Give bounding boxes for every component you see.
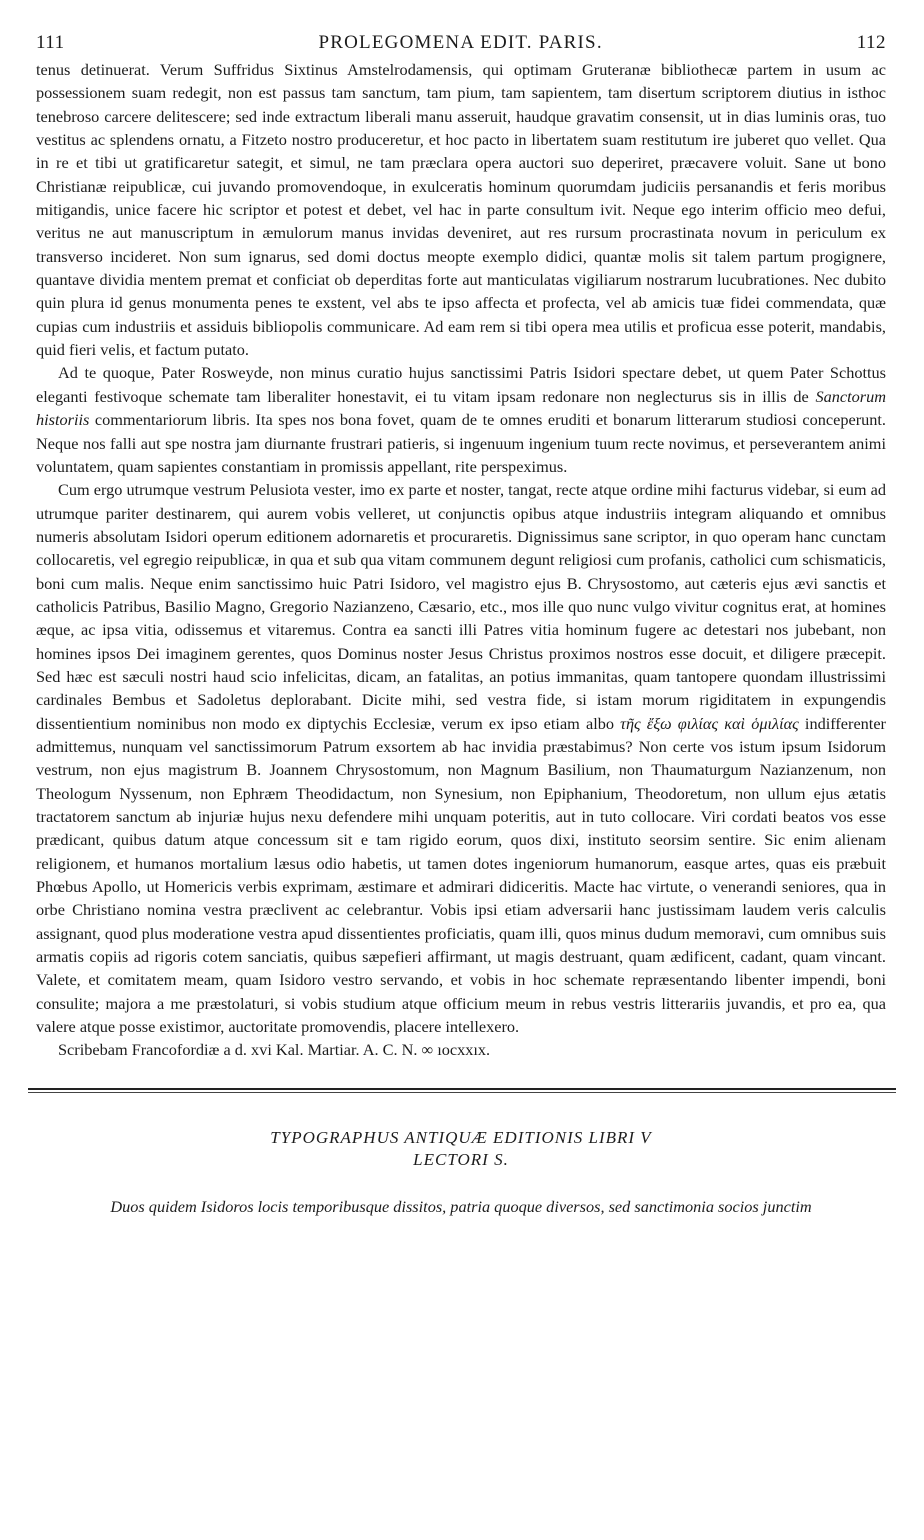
- running-title: PROLEGOMENA EDIT. PARIS.: [318, 32, 603, 53]
- main-text: [36, 58, 886, 1062]
- text-run: commentariorum libris. Ita spes nos bona fovet, quam de te omnes eruditi et bonarum litterarum studiosi conceperunt. Neque nos falli aut spe nostra jam diurnante frustrari patieris, si ingenuum ingenium tuum recte novimus, et perseverantem animi voluntatem, quam sapientes constantiam in promissis appellant, rite perspeximus.: [36, 410, 886, 476]
- section-first-line: Duos quidem Isidoros locis temporibusque dissitos, patria quoque diversos, sed sanctimonia socios junctim: [110, 1196, 812, 1216]
- divider-thin: [28, 1092, 896, 1093]
- section-heading: [36, 1127, 886, 1171]
- paragraph: [36, 478, 886, 1038]
- text-run: Ad te quoque, Pater Rosweyde, non minus curatio hujus sanctissimi Patris Isidori spectare debet, ut quem Pater Schottus eleganti festivoque schemate tam liberaliter honestavit, ei tu vitam ipsam redonare non neglecturus sis in illis de: [36, 363, 886, 406]
- signature-line: Scribebam Francofordiæ a d. xvi Kal. Martiar. A. C. N. ∞ ıocxxıx.: [58, 1040, 491, 1060]
- text-run: tenus detinuerat. Verum Suffridus Sixtinus Amstelrodamensis, qui optimam Gruteranæ bibliothecæ partem in usum ac possessionem suam redegit, non est passus tam sanctum, tam pium, tam sapientem, tam disertum scriptorem diutius in isthoc tenebroso carcere delitescere; sed inde extractum liberali manu asseruit, haudque gravatim consensit, ut in dias luminis oras, tuo vestitus ac splendens ornatu, a Fitzeto nostro produceretur, et hoc pacto in libertatem suam restitutum ire juberet quo vellet. Qua in re et tibi ut gratificaretur sategit, et simul, ne tam præclara opera auctori suo deperiret, præcavere voluit. Sane ut bono Christianæ reipublicæ, cui juvando promovendoque, in exulceratis hominum quorumdam judiciis persanandis et feris moribus mitigandis, unice facere hic scriptor et potest et debet, vel hac in parte consultum ivit. Neque ego interim officio meo defui, veritus ne aut manuscriptum in æmulorum manus invidas deveniret, aut res rursum procrastinata novum in periculum ex transverso incideret. Non sum ignarus, sed domi doctus meopte exemplo didici, quantæ molis sit talem partum progignere, quantave dividia mentem premat et conficiat ob deperditas forte aut manticulatas vigiliarum nostrarum lucubrationes. Nec dubito quin plura id genus monumenta penes te exstent, vel abs te ipso affecta et profecta, vel ab amicis tuæ fidei commendata, quæ cupias cum industriis et assiduis bibliopolis communicare. Ad eam rem si tibi opera mea utilis et proficua esse poterit, mandabis, quid fieri velis, et factum putato.: [36, 60, 886, 360]
- greek-phrase: τῆς ἔξω φιλίας καὶ ὁμιλίας: [620, 713, 799, 733]
- text-run: Cum ergo utrumque vestrum Pelusiota vester, imo ex parte et noster, tangat, recte atque ordine mihi facturus videbar, si eum ad utrumque pariter destinarem, qui aurem vobis velleret, ut conjunctis opibus atque industriis integram aliquando et omnibus numeris absolutam Isidori operum editionem adornaretis et procuraretis. Dignissimus sane scriptor, in quo operam hanc cunctam collocaretis, vel egregio reipublicæ, in qua et sub qua vitam communem degunt religiosi cum profanis, catholici cum schismaticis, boni cum malis. Neque enim sanctissimo huic Patri Isidoro, vel magistro ejus B. Chrysostomo, aut cæteris ejus ævi sanctis et catholicis Patribus, Basilio Magno, Gregorio Nazianzeno, Cæsario, etc., mos ille quo nunc vulgo vivitur cognitus erat, at homines æque, ac ipsa vitia, odissemus et vitaremus. Contra ea sancti illi Patres vitia hominum fugere ac detestari nos jubebant, non homines ipsos Dei imaginem gerentes, quos Dominus noster Jesus Christus proximos nostros esse docuit, et diligere præcepit. Sed hæc est sæculi nostri haud scio infelicitas, dicam, an fatalitas, an potius immanitas, quam tantopere quondam illustrissimi cardinales Bembus et Sadoletus deplorabant. Dicite mihi, sed vestra fide, si istam morum rigiditatem in expungendis dissentientium nominibus non modo ex diptychis Ecclesiæ, verum ex ipso etiam albo: [36, 480, 886, 733]
- page-header: [36, 32, 886, 56]
- section-divider: [36, 1088, 886, 1093]
- section-heading-line2: LECTORI S.: [413, 1149, 509, 1169]
- page-number-left: 111: [36, 32, 65, 53]
- section-heading-line1: TYPOGRAPHUS ANTIQUÆ EDITIONIS LIBRI V: [270, 1127, 652, 1147]
- paragraph: [36, 361, 886, 478]
- text-run: indifferenter admittemus, nunquam vel sanctissimorum Patrum exsortem ab hac invidia præstabimus? Non certe vos istum ipsum Isidorum vestrum, non ejus magistrum B. Joannem Chrysostomum, non Magnum Basilium, non Thaumaturgum Nazianzenum, non Theologum Nyssenum, non Ephræm Theodidactum, non Synesium, non Epiphanium, Theodoretum, non ullum ejus ætatis tractatorem sanctum ab injuriæ hujus nexu defendere mihi unquam poteritis, aut in tuto collocare. Viri cordati beatos vos esse prædicant, quibus datum atque concessum sit e tam rigido eorum, quos dixi, instituto seorsim sentire. Sic enim alienam religionem, et humanos mortalium læsus odio habetis, ut tamen dotes ingeniorum humanorum, easque artes, quas eis præbuit Phœbus Apollo, ut Homericis verbis exprimam, æstimare et admirari didiceritis. Macte hac virtute, o venerandi seniores, qua in orbe Christiano nomina vestra præclivent ac celebrantur. Vobis ipsi etiam adversarii hanc justissimam laudem veris calculis assignant, quod plus moderatione vestra apud dissentientes proficiatis, quam illi, quos minus dudum memoravi, cum omnibus suis armatis copiis ad rigoris cotem sanciatis, quibus sæpefieri affirmant, ut magis destruant, quam ædificent, cadant, quam vincant. Valete, et comitatem meam, quam Isidoro vestro servando, et vobis in hoc schemate repræsentando libenter impendi, boni consulite; majora a me præstolaturi, si vobis studium atque officium meum in rebus vestris litterariis juvandis, et pro ea, qua valere atque posse existimor, auctoritate promovendis, placere intellexero.: [36, 713, 886, 1037]
- page-number-right: 112: [856, 32, 886, 53]
- italic-title: Sanctorum historiis: [36, 386, 886, 430]
- divider-thick: [28, 1088, 896, 1090]
- paragraph: [36, 58, 886, 361]
